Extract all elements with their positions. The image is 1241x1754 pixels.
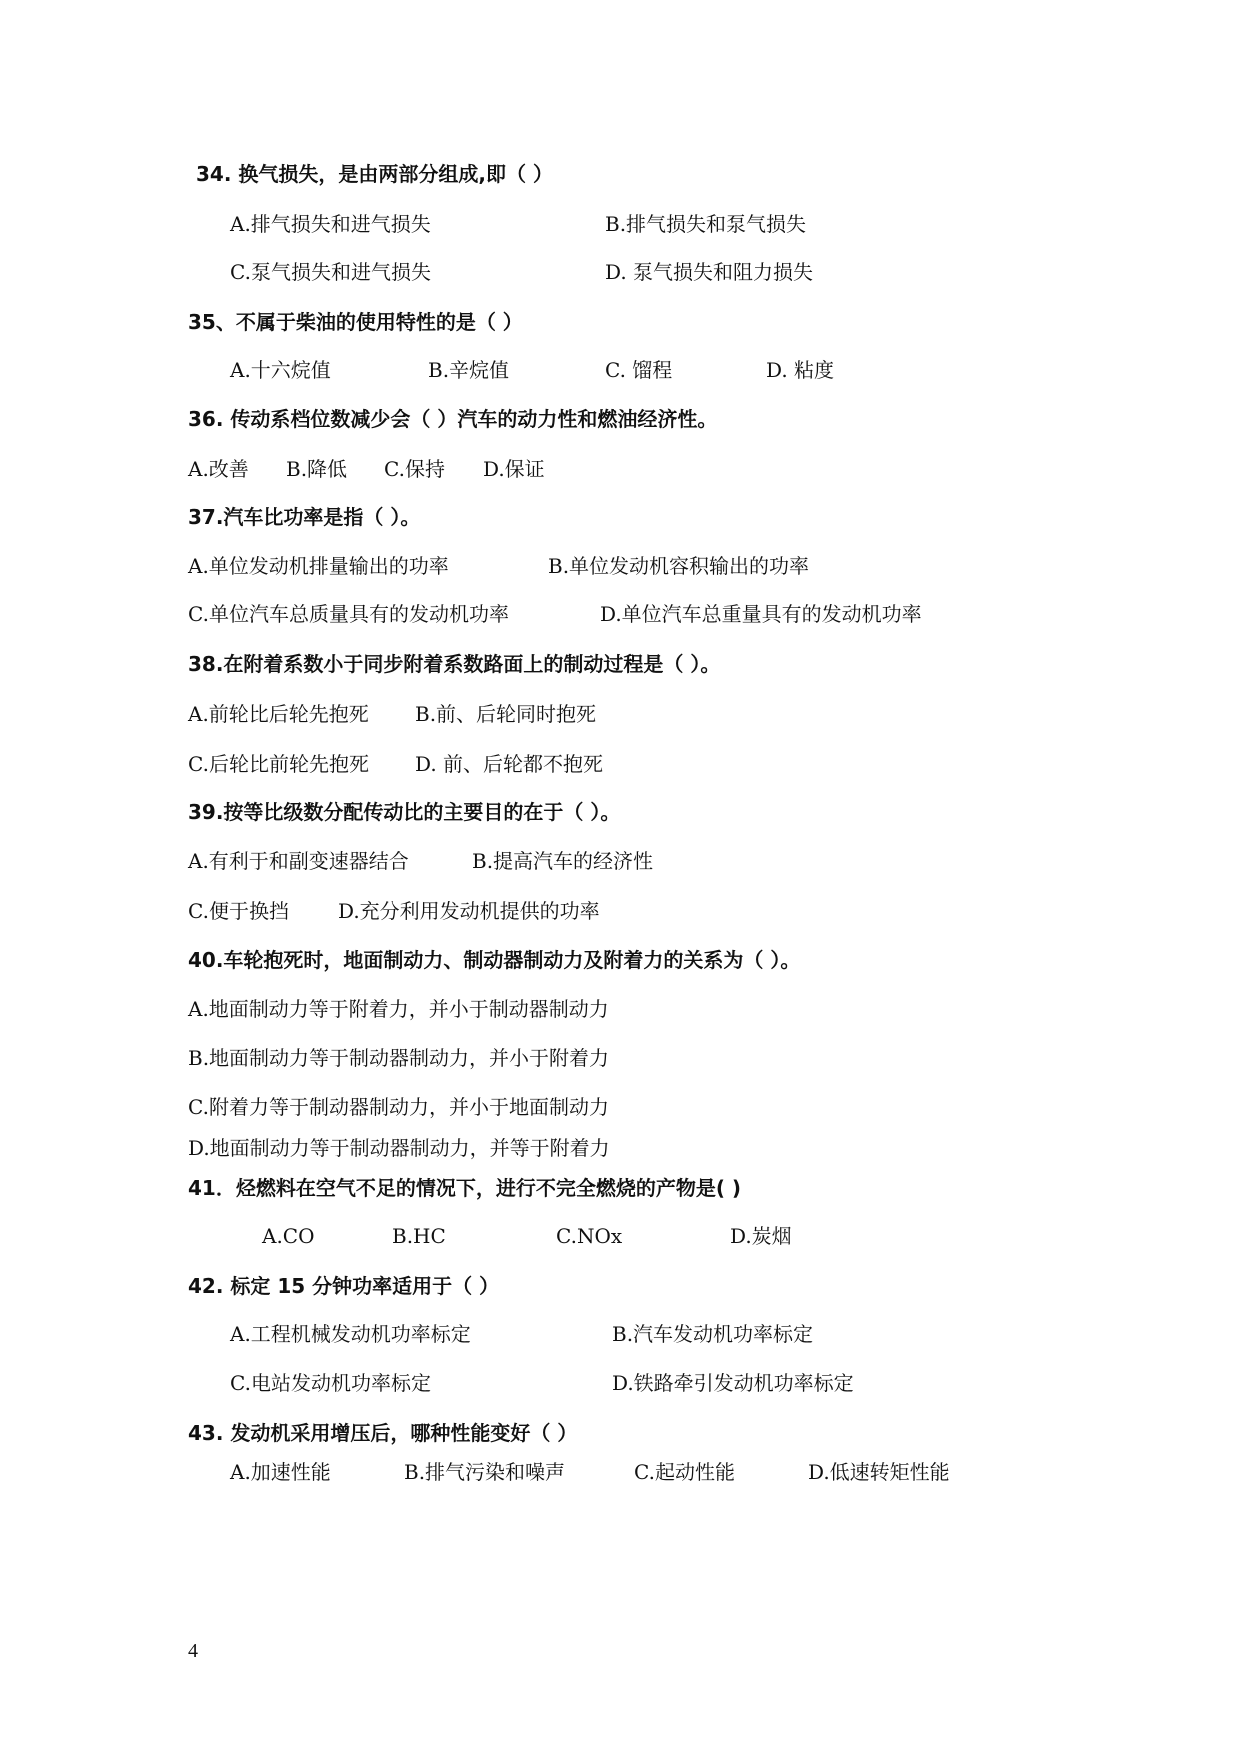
question-34-option-c: C.泵气损失和进气损失	[230, 260, 431, 284]
question-41-option-d: D.炭烟	[730, 1224, 792, 1248]
question-39-stem: 39.按等比级数分配传动比的主要目的在于（ ）。	[188, 800, 621, 824]
page-number: 4	[188, 1640, 198, 1662]
question-37-option-d: D.单位汽车总重量具有的发动机功率	[600, 602, 922, 626]
question-39-option-b: B.提高汽车的经济性	[472, 849, 654, 873]
question-42-option-d: D.铁路牵引发动机功率标定	[612, 1371, 854, 1395]
question-36-option-a: A.改善	[188, 457, 249, 481]
question-40-option-c: C.附着力等于制动器制动力，并小于地面制动力	[188, 1095, 609, 1119]
question-36-option-c: C.保持	[384, 457, 445, 481]
question-42-option-c: C.电站发动机功率标定	[230, 1371, 431, 1395]
question-43-option-c: C.起动性能	[634, 1460, 735, 1484]
question-34-option-a: A.排气损失和进气损失	[230, 212, 431, 236]
question-37-option-a: A.单位发动机排量输出的功率	[188, 554, 449, 578]
question-38-stem: 38.在附着系数小于同步附着系数路面上的制动过程是（ ）。	[188, 652, 721, 676]
question-35-stem: 35、不属于柴油的使用特性的是（ ）	[188, 310, 523, 334]
question-36-stem: 36. 传动系档位数减少会（ ）汽车的动力性和燃油经济性。	[188, 407, 718, 431]
question-38-option-d: D. 前、后轮都不抱死	[415, 752, 604, 776]
question-40-option-b: B.地面制动力等于制动器制动力，并小于附着力	[188, 1046, 610, 1070]
question-39-option-c: C.便于换挡	[188, 899, 289, 923]
question-37-stem: 37.汽车比功率是指（ ）。	[188, 505, 421, 529]
question-41-stem: 41．烃燃料在空气不足的情况下，进行不完全燃烧的产物是( )	[188, 1176, 742, 1200]
question-43-option-a: A.加速性能	[230, 1460, 331, 1484]
question-34-option-d: D. 泵气损失和阻力损失	[605, 260, 814, 284]
question-40-stem: 40.车轮抱死时，地面制动力、制动器制动力及附着力的关系为（ ）。	[188, 948, 801, 972]
question-40-option-d: D.地面制动力等于制动器制动力，并等于附着力	[188, 1136, 610, 1160]
question-39-option-a: A.有利于和副变速器结合	[188, 849, 409, 873]
question-42-stem: 42. 标定 15 分钟功率适用于（ ）	[188, 1274, 500, 1298]
question-35-option-b: B.辛烷值	[428, 358, 510, 382]
question-38-option-c: C.后轮比前轮先抱死	[188, 752, 369, 776]
question-35-option-a: A.十六烷值	[230, 358, 331, 382]
question-42-option-b: B.汽车发动机功率标定	[612, 1322, 814, 1346]
question-34-option-b: B.排气损失和泵气损失	[605, 212, 807, 236]
question-38-option-a: A.前轮比后轮先抱死	[188, 702, 369, 726]
question-43-option-d: D.低速转矩性能	[808, 1460, 950, 1484]
question-38-option-b: B.前、后轮同时抱死	[415, 702, 597, 726]
question-35-option-d: D. 粘度	[766, 358, 835, 382]
question-43-option-b: B.排气污染和噪声	[404, 1460, 566, 1484]
question-41-option-a: A.CO	[262, 1224, 315, 1248]
question-39-option-d: D.充分利用发动机提供的功率	[338, 899, 600, 923]
question-43-stem: 43. 发动机采用增压后，哪种性能变好（ ）	[188, 1421, 578, 1445]
question-36-option-b: B.降低	[286, 457, 348, 481]
question-41-option-b: B.HC	[392, 1224, 446, 1248]
question-35-option-c: C. 馏程	[605, 358, 673, 382]
question-37-option-b: B.单位发动机容积输出的功率	[548, 554, 810, 578]
question-40-option-a: A.地面制动力等于附着力，并小于制动器制动力	[188, 997, 609, 1021]
question-34-stem: 34. 换气损失，是由两部分组成,即（ ）	[196, 162, 553, 186]
question-42-option-a: A.工程机械发动机功率标定	[230, 1322, 471, 1346]
question-37-option-c: C.单位汽车总质量具有的发动机功率	[188, 602, 509, 626]
question-41-option-c: C.NOx	[556, 1224, 623, 1248]
question-36-option-d: D.保证	[483, 457, 545, 481]
